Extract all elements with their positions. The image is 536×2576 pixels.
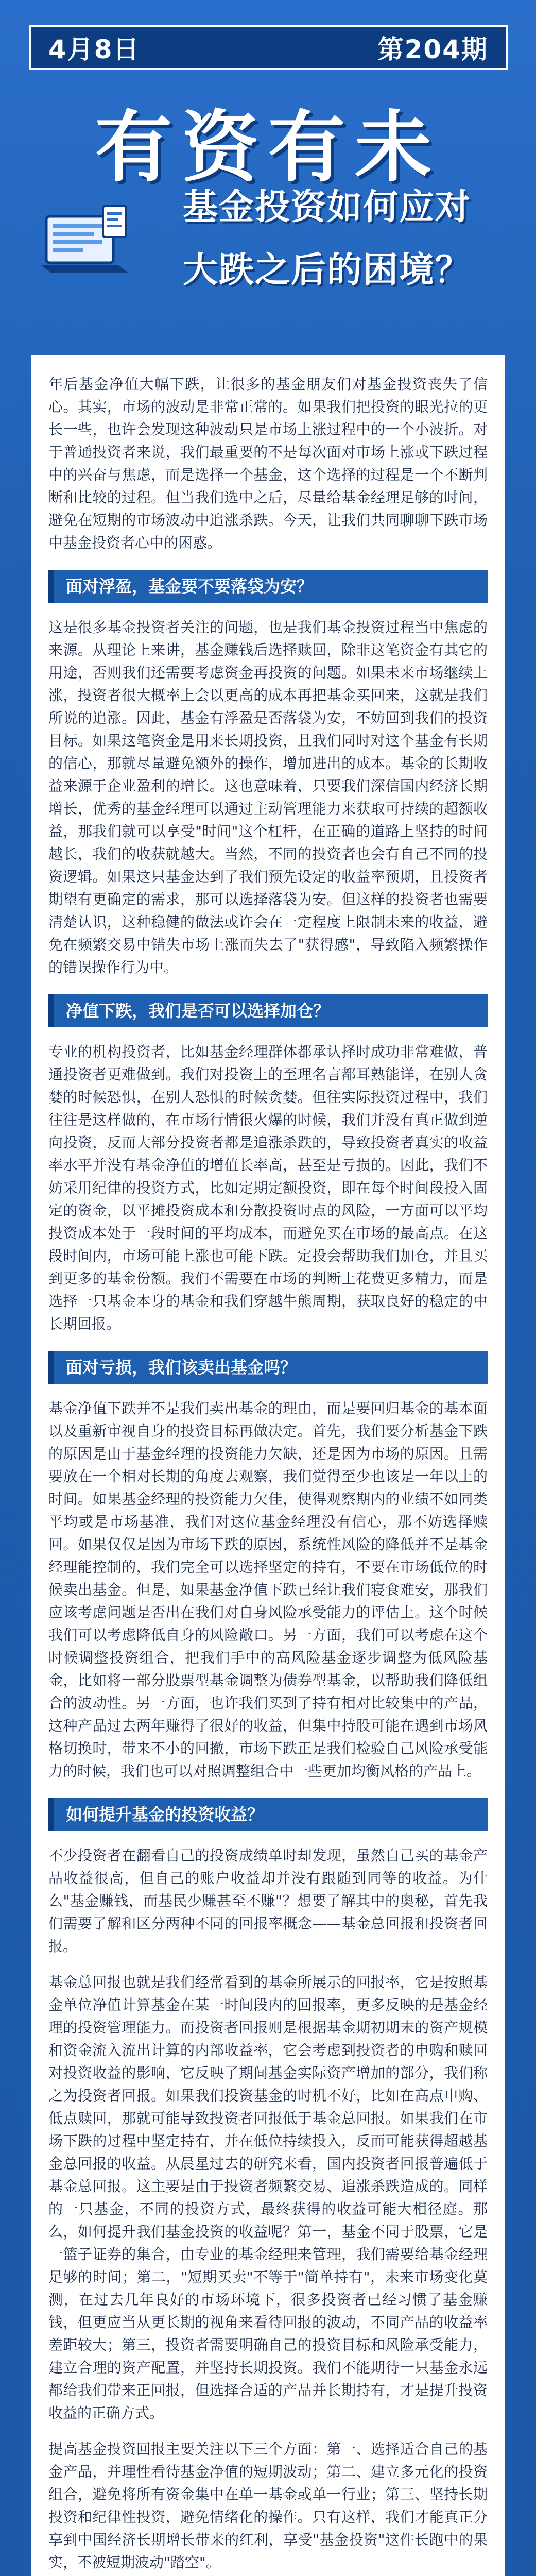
article-card [31, 355, 505, 2576]
section-4-paragraph-3: 提高基金投资回报主要关注以下三个方面：第一、选择适合自己的基金产品，并理性看待基金净值的短期波动；第二、建立多元化的投资组合，避免将所有资金集中在单一基金或单一行业；第三、坚持长期投资和纪律性投资，避免情绪化的操作。只有这样，我们才能真正分享到中国经济长期增长带来的红利，享受"基金投资"这件长跑中的果实，不被短期波动"踏空"。 [48, 2441, 488, 2571]
subtitle-line-2: 大跌之后的困境？ [182, 250, 471, 291]
section-1-paragraph-1: 这是很多基金投资者关注的问题，也是我们基金投资过程当中焦虑的来源。从理论上来讲，基金赚钱后选择赎回，除非这笔资金有其它的用途，否则我们还需要考虑资金再投资的问题。如果未来市场继续上涨，投资者很大概率上会以更高的成本再把基金买回来，这就是我们所说的追涨。因此，基金有浮盈是否落袋为安，不妨回到我们的投资目标。如果这笔资金是用来长期投资，且我们同时对这个基金有长期的信心，那就尽量避免额外的操作，增加进出的成本。基金的长期收益来源于企业盈利的增长。这也意味着，只要我们深信国内经济长期增长，优秀的基金经理可以通过主动管理能力来获取可持续的超额收益，那我们就可以享受"时间"这个杠杆，在正确的道路上坚持的时间越长，我们的收获就越大。当然，不同的投资者也会有自己不同的投资逻辑。如果这只基金达到了我们预先设定的收益率预期，且投资者期望有更确定的需求，那可以选择落袋为安。但这样的投资者也需要清楚认识，这种稳健的做法或许会在一定程度上限制未来的收益，避免在频繁交易中错失市场上涨而失去了"获得感"，导致陷入频繁操作的错误操作行为中。 [48, 619, 488, 976]
subtitle-line-1: 基金投资如何应对 [182, 187, 471, 228]
section-4-paragraph-2: 基金总回报也就是我们经常看到的基金所展示的回报率，它是按照基金单位净值计算基金在某一时间段内的回报率，更多反映的是基金经理的投资管理能力。而投资者回报则是根据基金期初期末的资产规模和资金流入流出计算的内部收益率，它会考虑到投资者的申购和赎回对投资收益的影响，它反映了期间基金实际资产增加的部分，我们称之为投资者回报。如果我们投资基金的时机不好，比如在高点申购、低点赎回，那就可能导致投资者回报低于基金总回报。如果我们在市场下跌的过程中坚定持有，并在低位持续投入，反而可能获得超越基金总回报的收益。从晨星过去的研究来看，国内投资者回报普遍低于基金总回报。这主要是由于投资者频繁交易、追涨杀跌造成的。同样的一只基金，不同的投资方式，最终获得的收益可能大相径庭。那么，如何提升我们基金投资的收益呢？第一，基金不同于股票，它是一篮子证券的集合，由专业的基金经理来管理，我们需要给基金经理足够的时间；第二，"短期买卖"不等于"简单持有"，未来市场变化莫测，在过去几年良好的市场环境下，很多投资者已经习惯了基金赚钱，但更应当从更长期的视角来看待回报的波动，不同产品的收益率差距较大；第三，投资者需要明确自己的投资目标和风险承受能力，建立合理的资产配置，并坚持长期投资。我们不能期待一只基金永远都给我们带来正回报，但选择合适的产品并长期持有，才是提升投资收益的正确方式。 [48, 1974, 488, 2421]
section-3-paragraph-1: 基金净值下跌并不是我们卖出基金的理由，而是要回归基金的基本面以及重新审视自身的投资目标再做决定。首先，我们要分析基金下跌的原因是由于基金经理的投资能力欠缺，还是因为市场的原因。且需要放在一个相对长期的角度去观察，我们觉得至少也该是一年以上的时间。如果基金经理的投资能力欠佳，使得观察期内的业绩不如同类平均或是市场基准，我们对这位基金经理没有信心，那不妨选择赎回。如果仅仅是因为市场下跌的原因，系统性风险的降低并不是基金经理能控制的，我们完全可以选择坚定的持有，不要在市场低位的时候卖出基金。但是，如果基金净值下跌已经让我们寝食难安，那我们应该考虑问题是否出在我们对自身风险承受能力的评估上。这个时候我们可以考虑降低自身的风险敞口。另一方面，我们可以考虑在这个时候调整投资组合，把我们手中的高风险基金逐步调整为低风险基金，比如将一部分股票型基金调整为债券型基金，以帮助我们降低组合的波动性。另一方面，也许我们买到了持有相对比较集中的产品，这种产品过去两年赚得了很好的收益，但集中持股可能在遇到市场风格切换时，带来不小的回撤，市场下跌正是我们检验自己风险承受能力的时候，我们也可以对照调整组合中一些更加均衡风格的产品上。 [48, 1400, 488, 1780]
section-heading-4: 如何提升基金的投资收益？ [48, 1798, 488, 1831]
issue-number: 第204期 [377, 35, 488, 64]
section-2-paragraph-1: 专业的机构投资者，比如基金经理群体都承认择时成功非常难做，普通投资者更难做到。我们对投资上的至理名言都耳熟能详，在别人贪婪的时候恐惧，在别人恐惧的时候贪婪。但往实际投资过程中，我们往往是这样做的，在市场行情很火爆的时候，我们并没有真正做到逆向投资，反而大部分投资者都是追涨杀跌的，导致投资者真实的收益率水平并没有基金净值的增值长率高，甚至是亏损的。因此，我们不妨采用纪律的投资方式，比如定期定额投资，即在每个时间段投入固定的资金，以平摊投资成本和分散投资时点的风险，一方面可以平均投资成本处于一段时间的平均成本，而避免买在市场的最高点。在这段时间内，市场可能上涨也可能下跌。定投会帮助我们加仓，并且买到更多的基金份额。我们不需要在市场的判断上花费更多精力，而是选择一只基金本身的基金和我们穿越牛熊周期，获取良好的稳定的中长期回报。 [48, 1043, 488, 1332]
issue-bar [29, 25, 508, 70]
document-laptop-icon [41, 201, 134, 278]
section-heading-3: 面对亏损，我们该卖出基金吗？ [48, 1351, 488, 1384]
section-heading-1: 面对浮盈，基金要不要落袋为安？ [48, 570, 488, 603]
issue-date: 4月8日 [48, 35, 140, 64]
section-heading-2: 净值下跌，我们是否可以选择加仓？ [48, 994, 488, 1027]
section-4-paragraph-1: 不少投资者在翻看自己的投资成绩单时却发现，虽然自己买的基金产品收益很高，但自己的账户收益却并没有跟随到同等的收益。为什么"基金赚钱，而基民少赚甚至不赚"？想要了解其中的奥秘，首先我们需要了解和区分两种不同的回报率概念——基金总回报和投资者回报。 [48, 1847, 488, 1955]
intro-paragraph: 年后基金净值大幅下跌，让很多的基金朋友们对基金投资丧失了信心。其实，市场的波动是非常正常的。如果我们把投资的眼光拉的更长一些，也许会发现这种波动只是市场上涨过程中的一个小波折。对于普通投资者来说，我们最重要的不是每次面对市场上涨或下跌过程中的兴奋与焦虑，而是选择一个基金，这个选择的过程是一个不断判断和比较的过程。但当我们选中之后，尽量给基金经理足够的时间，避免在短期的市场波动中追涨杀跌。今天，让我们共同聊聊下跌市场中基金投资者心中的困惑。 [48, 376, 488, 551]
column-title: 有资有未 [95, 103, 441, 193]
